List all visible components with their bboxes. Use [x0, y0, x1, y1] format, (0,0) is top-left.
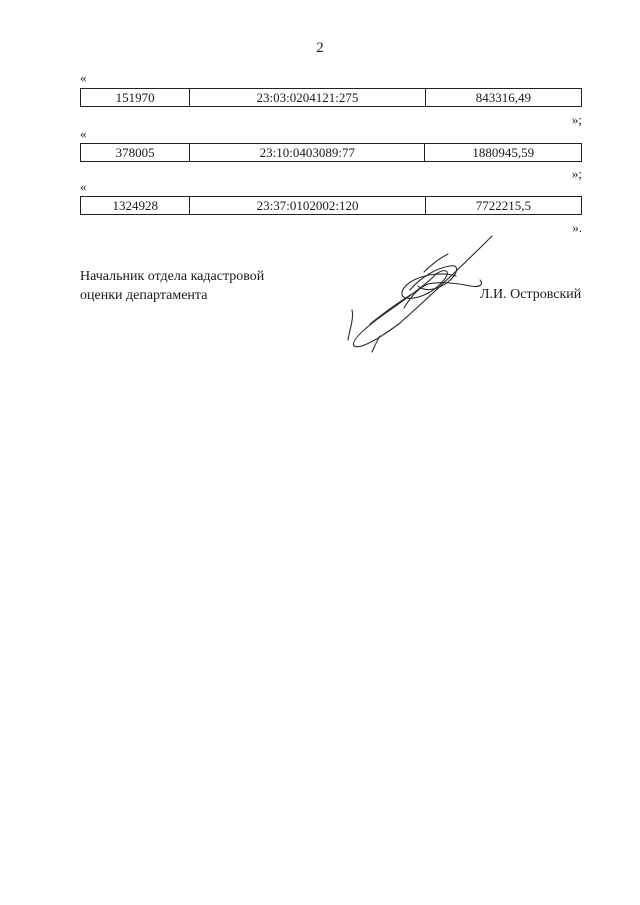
- row-3-id: 1324928: [81, 197, 190, 215]
- table-row: [81, 197, 582, 215]
- row-3-close-quote: ».: [572, 220, 582, 235]
- table-row: [81, 89, 582, 107]
- row-1-value: 843316,49: [425, 89, 581, 107]
- row-2-close-quote: »;: [571, 166, 582, 181]
- row-1-table: [80, 88, 582, 107]
- row-2-cadastral-number: 23:10:0403089:77: [190, 144, 425, 162]
- row-3-cadastral-number: 23:37:0102002:120: [190, 197, 425, 215]
- row-3-table: [80, 196, 582, 215]
- row-2-id: 378005: [81, 144, 190, 162]
- row-1-cadastral-number: 23:03:0204121:275: [190, 89, 425, 107]
- row-3-value: 7722215,5: [425, 197, 581, 215]
- row-3-open-quote: «: [80, 179, 87, 194]
- row-1-id: 151970: [81, 89, 190, 107]
- signatory-position-line-2: оценки департамента: [80, 288, 208, 303]
- row-1-open-quote: «: [80, 70, 87, 85]
- row-2-table: [80, 143, 582, 162]
- signatory-position-line-1: Начальник отдела кадастровой: [80, 269, 265, 284]
- signatory-position: [80, 267, 264, 305]
- table-row: [81, 144, 582, 162]
- row-2-open-quote: «: [80, 126, 87, 141]
- page-number: 2: [316, 40, 324, 56]
- row-1-close-quote: »;: [571, 112, 582, 127]
- row-2-value: 1880945,59: [425, 144, 582, 162]
- signatory-name: Л.И. Островский: [480, 287, 582, 302]
